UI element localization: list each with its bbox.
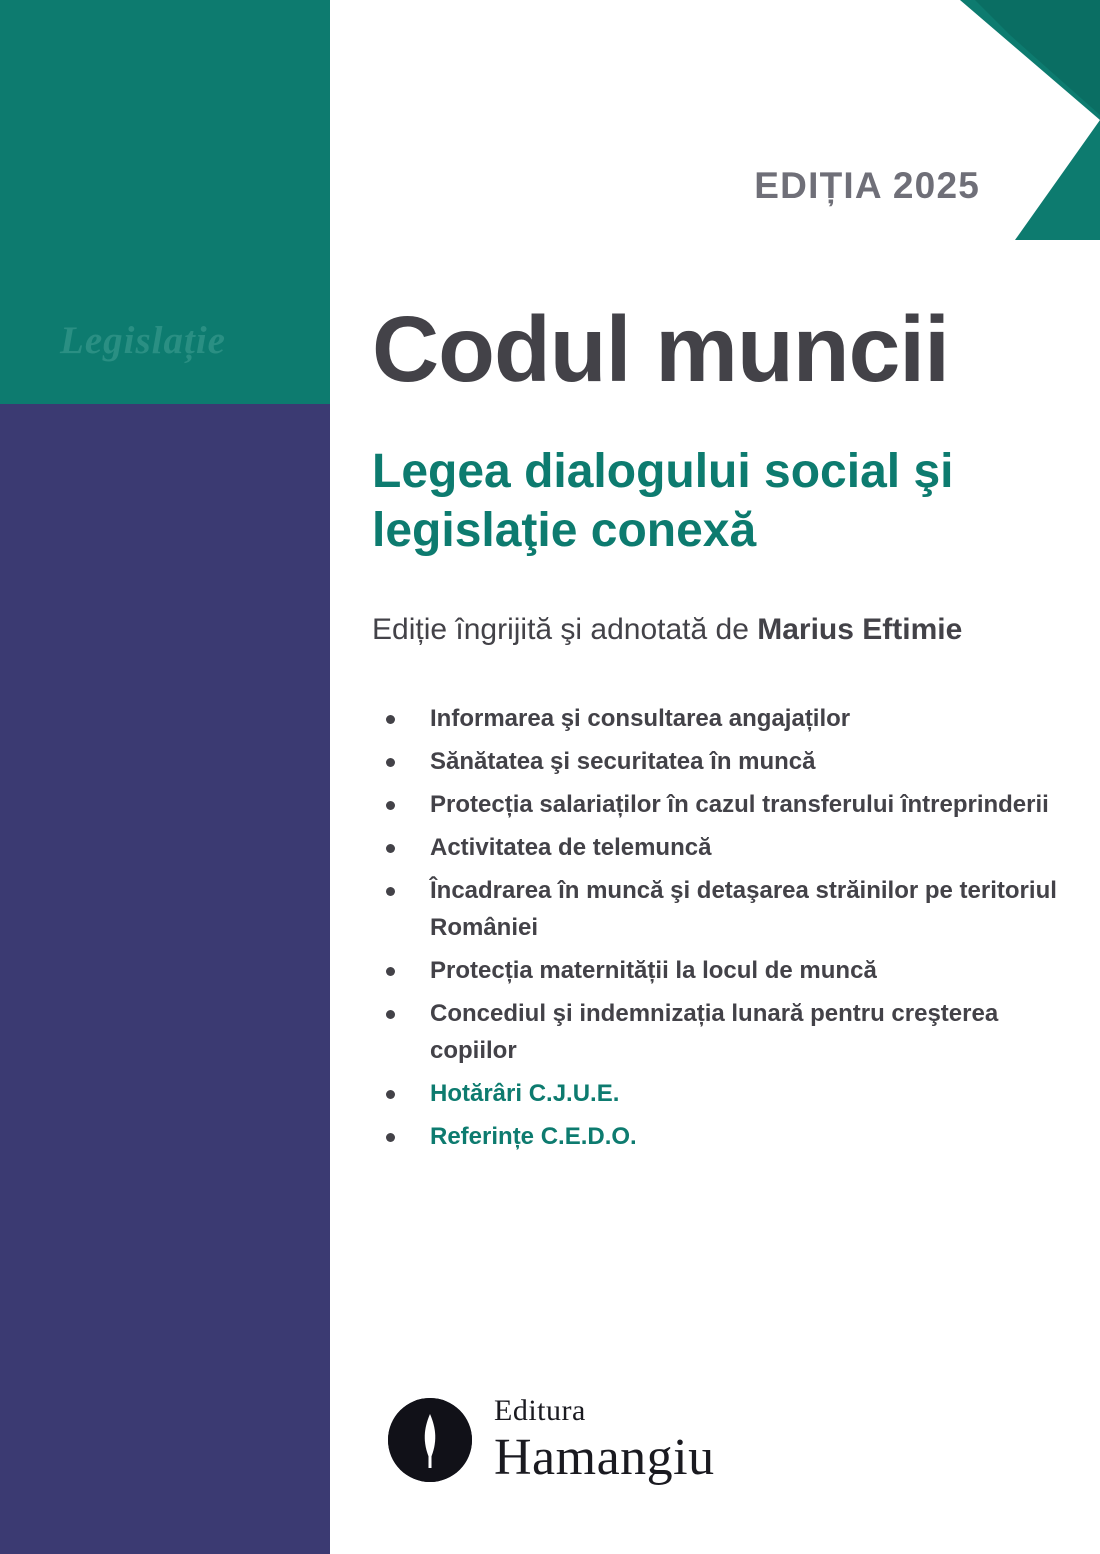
list-item: Informarea şi consultarea angajaților [378,700,1068,737]
publisher-block [388,1396,715,1484]
publisher-line-1: Editura [494,1394,586,1427]
publisher-name [494,1396,715,1484]
list-item: Încadrarea în muncă şi detaşarea străinilor pe teritoriul României [378,872,1068,946]
publisher-line-2: Hamangiu [494,1429,715,1486]
list-item: Concediul şi indemnizația lunară pentru creşterea copiilor [378,995,1068,1069]
list-item: Protecția salariaților în cazul transferului întreprinderii [378,786,1068,823]
page-title: Codul muncii [372,297,949,401]
spine-band-purple [0,404,330,1554]
list-item: Sănătatea şi securitatea în muncă [378,743,1068,780]
list-item: Hotărâri C.J.U.E. [378,1075,1068,1112]
cover-content [368,0,1068,1554]
cover-subtitle: Legea dialogului social şi legislaţie conexă [372,445,954,557]
spine-label: Legislație [60,319,226,362]
list-item: Referințe C.E.D.O. [378,1118,1068,1155]
list-item: Protecția maternității la locul de muncă [378,952,1068,989]
list-item: Activitatea de telemuncă [378,829,1068,866]
quill-pen-circle-icon [388,1398,472,1482]
byline [372,613,962,647]
byline-prefix: Ediție îngrijită şi adnotată de [372,613,758,646]
edition-badge: EDIȚIA 2025 [754,165,980,206]
quill-glyph-svg [388,1398,472,1482]
byline-author: Marius Eftimie [757,613,963,646]
feature-list [378,700,1068,1161]
